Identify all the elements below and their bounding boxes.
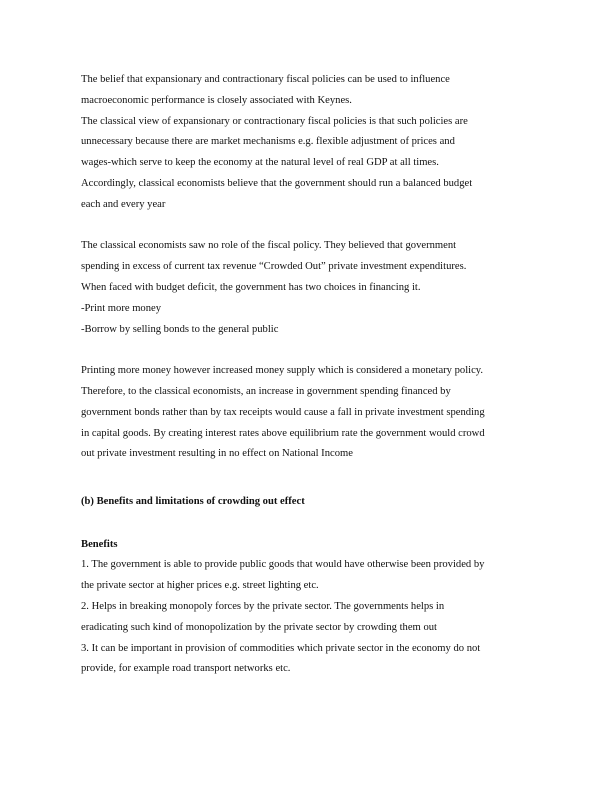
paragraph-spacer [81,465,551,486]
text-line: out private investment resulting in no effect on National Income [81,448,353,460]
text-line: Accordingly, classical economists believe that the government should run a balanced budget [81,177,473,189]
text-line: wages-which serve to keep the economy at the natural level of real GDP at all times. [81,157,439,169]
paragraph-spacer [81,216,551,237]
text-line: government bonds rather than by tax receipts would cause a fall in private investment spending [81,406,485,418]
text-line: The classical view of expansionary or contractionary fiscal policies is that such policies are [81,115,468,127]
text-line: eradicating such kind of monopolization by the private sector by crowding them out [81,621,437,633]
text-line: Therefore, to the classical economists, an increase in government spending financed by [81,385,451,397]
text-line: unnecessary because there are market mechanisms e.g. flexible adjustment of prices and [81,136,455,148]
section-heading: (b) Benefits and limitations of crowding out effect [81,495,305,507]
text-line: in capital goods. By creating interest rates above equilibrium rate the government would crowd [81,427,485,439]
text-line: When faced with budget deficit, the government has two choices in financing it. [81,281,421,293]
text-line: spending in excess of current tax revenue “Crowded Out” private investment expenditures. [81,261,467,273]
text-line: Printing more money however increased money supply which is considered a monetary policy. [81,365,484,377]
benefits-heading: Benefits [81,538,118,550]
paragraph-keynes-classical [81,70,551,216]
text-line: the private sector at higher prices e.g. street lighting etc. [81,580,319,592]
paragraph-printing-money [81,361,551,465]
paragraph-classical-fiscal-role [81,236,551,340]
text-line: provide, for example road transport networks etc. [81,663,291,675]
text-line: The classical economists saw no role of the fiscal policy. They believed that government [81,240,457,252]
text-line: each and every year [81,198,166,210]
benefits-section [81,535,551,681]
list-item-print-money: -Print more money [81,302,162,314]
list-item: 1. The government is able to provide public goods that would have otherwise been provided by [81,559,485,571]
text-line: The belief that expansionary and contractionary fiscal policies can be used to influence [81,74,450,85]
text-line: macroeconomic performance is closely associated with Keynes. [81,94,352,106]
list-item: 2. Helps in breaking monopoly forces by the private sector. The governments helps in [81,600,445,612]
document-page [81,70,551,680]
paragraph-spacer [81,340,551,361]
paragraph-spacer [81,513,551,534]
list-item-borrow-bonds: -Borrow by selling bonds to the general public [81,323,279,335]
list-item: 3. It can be important in provision of commodities which private sector in the economy do not [81,642,481,654]
